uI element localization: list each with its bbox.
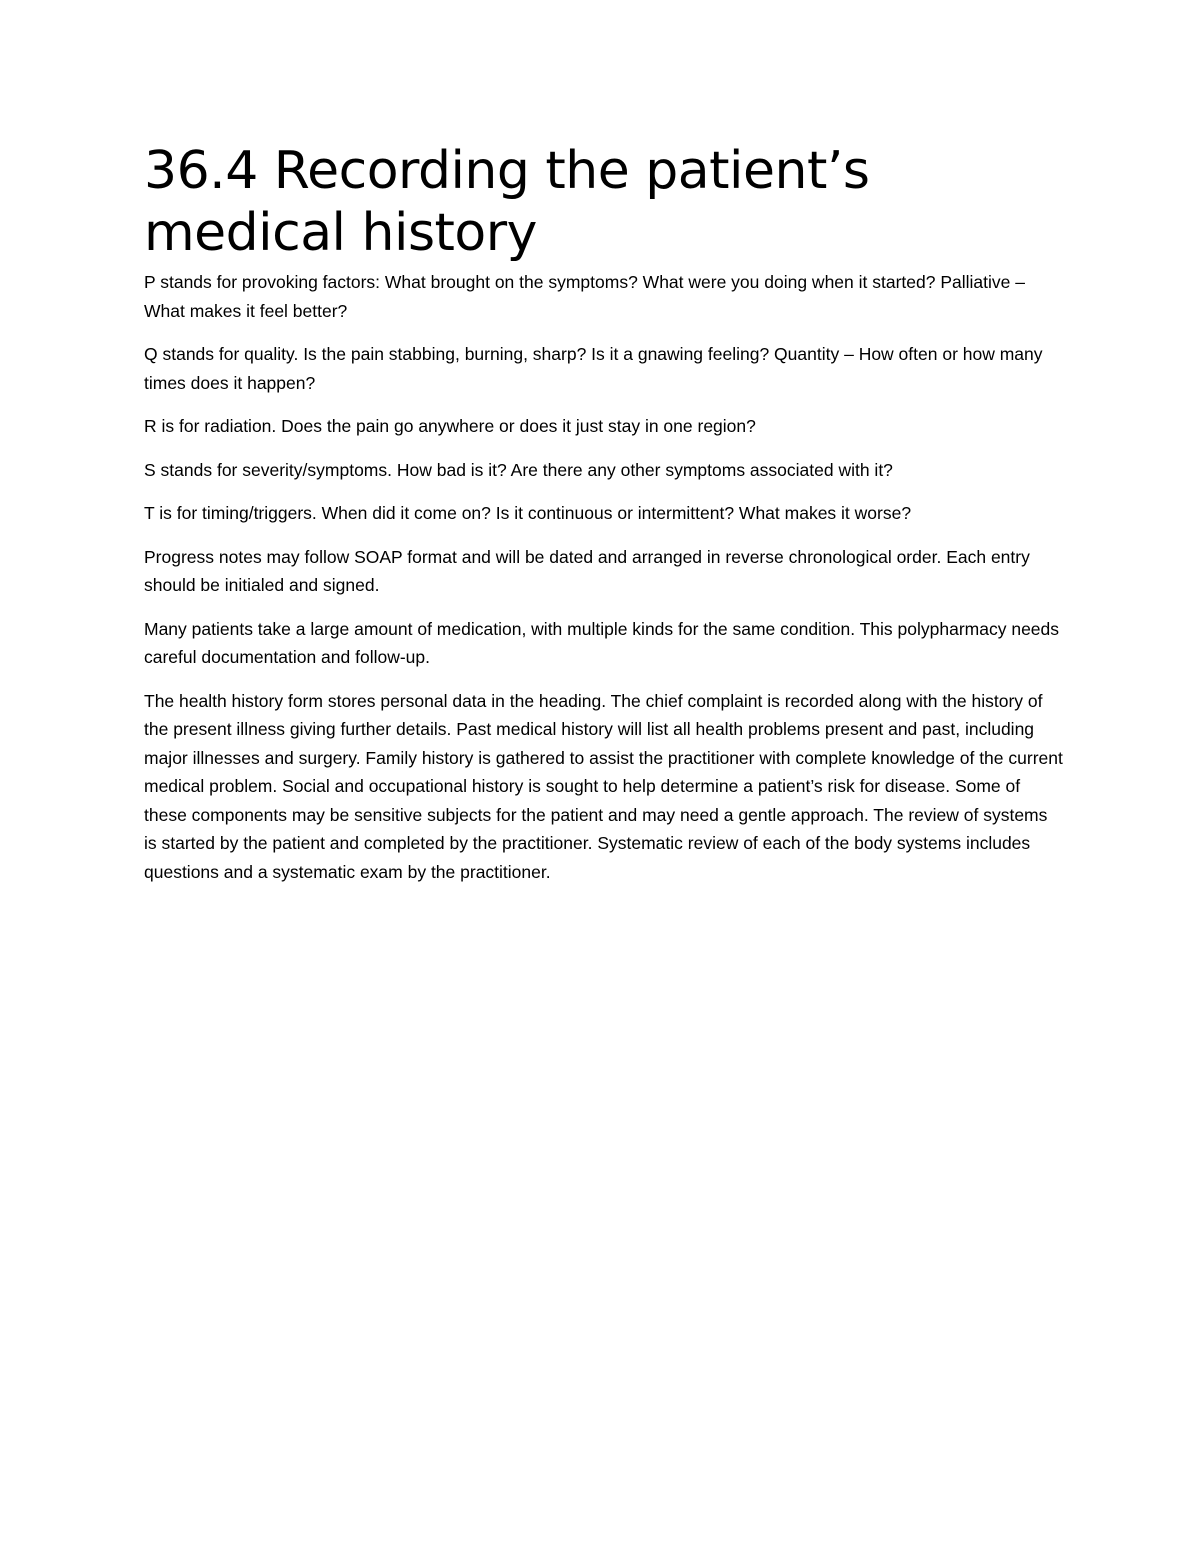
paragraph-progress-notes: Progress notes may follow SOAP format and will be dated and arranged in reverse chronological order. Each entry should be initialed and signed. <box>144 546 1030 595</box>
paragraph-polypharmacy: Many patients take a large amount of medication, with multiple kinds for the same condition. This polypharmacy needs careful documentation and follow-up. <box>144 618 1060 667</box>
paragraph-pqrst-s: S stands for severity/symptoms. How bad is it? Are there any other symptoms associated with it? <box>144 459 893 480</box>
paragraph-pqrst-r: R is for radiation. Does the pain go anywhere or does it just stay in one region? <box>144 416 756 436</box>
document-title: 36.4 Recording the patient’s medical history <box>144 141 870 263</box>
paragraph-pqrst-t: T is for timing/triggers. When did it come on? Is it continuous or intermittent? What makes it worse? <box>144 503 912 523</box>
document-page <box>144 140 1064 901</box>
paragraph-health-history-form: The health history form stores personal data in the heading. The chief complaint is recorded along with the history of the present illness giving further details. Past medical history will list all health problems present and past, including major illnesses and surgery. Family history is gathered to assist the practitioner with complete knowledge of the current medical problem. Social and occupational history is sought to help determine a patient’s risk for disease. Some of these components may be sensitive subjects for the patient and may need a gentle approach. The review of systems is started by the patient and completed by the practitioner. Systematic review of each of the body systems includes questions and a systematic exam by the practitioner. <box>144 690 1063 882</box>
paragraph-pqrst-p: P stands for provoking factors: What brought on the symptoms? What were you doing when it started? Palliative – What makes it feel better? <box>144 272 1025 321</box>
paragraph-pqrst-q: Q stands for quality. Is the pain stabbing, burning, sharp? Is it a gnawing feeling? Quantity – How often or how many times does it happen? <box>144 344 1043 393</box>
